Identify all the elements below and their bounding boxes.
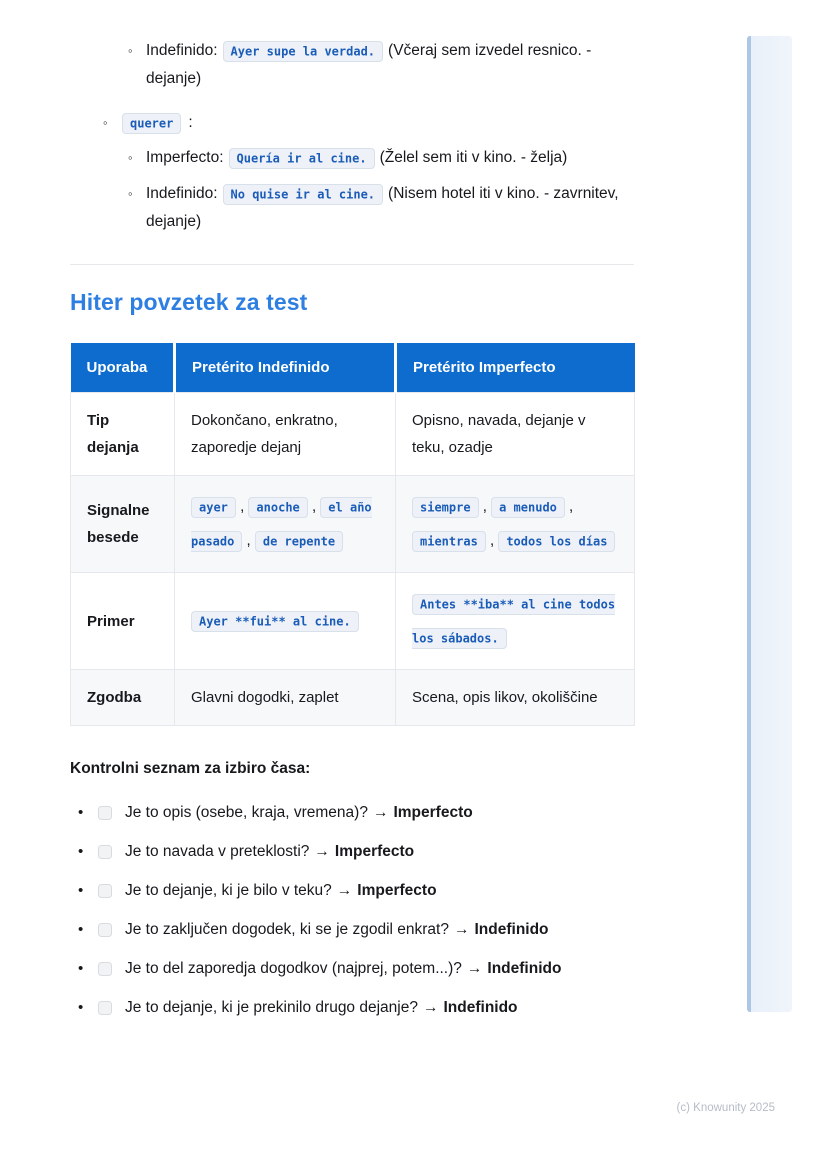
arrow-right-icon: → <box>372 804 389 821</box>
checklist <box>70 803 634 1018</box>
checklist-item <box>70 803 634 823</box>
code-chip: mientras <box>412 531 486 552</box>
checklist-answer: Indefinido <box>487 960 562 977</box>
scrollbar-thumb[interactable] <box>747 36 792 1012</box>
table-header-uporaba: Uporaba <box>71 343 175 393</box>
code-chip: a menudo <box>491 497 565 518</box>
arrow-right-icon: → <box>453 921 470 938</box>
section-divider <box>70 264 634 265</box>
item-note: (Nisem hotel iti v kino. - zavrnitev, dejanje) <box>146 185 619 230</box>
checklist-answer: Imperfecto <box>357 882 437 899</box>
table-row-signalne-besede <box>71 476 635 573</box>
checkbox-unchecked[interactable] <box>98 1001 112 1015</box>
table-cell <box>396 573 635 670</box>
list-item-saber-indefinido <box>70 37 634 92</box>
row-label: Primer <box>71 573 175 670</box>
checklist-item <box>70 998 634 1018</box>
table-cell <box>175 573 396 670</box>
table-cell: Dokončano, enkratno, zaporedje dejanj <box>175 393 396 476</box>
section-title: Hiter povzetek za test <box>70 289 308 315</box>
checkbox-unchecked[interactable] <box>98 962 112 976</box>
checklist-text: Je to opis (osebe, kraja, vremena)? → Imperfecto <box>125 804 473 821</box>
checklist-text: Je to dejanje, ki je bilo v teku? → Imperfecto <box>125 882 437 899</box>
code-chip: de repente <box>255 531 343 552</box>
table-cell: ayer , anoche , el año pasado , de repente <box>175 476 396 573</box>
checklist-text: Je to navada v preteklosti? → Imperfecto <box>125 843 415 860</box>
code-chip: querer <box>122 113 181 134</box>
checklist-text: Je to del zaporedja dogodkov (najprej, potem...)? → Indefinido <box>125 960 562 977</box>
code-chip: No quise ir al cine. <box>223 184 384 205</box>
checklist-item <box>70 920 634 940</box>
code-chip: todos los días <box>498 531 615 552</box>
examples-list <box>70 37 634 235</box>
table-cell: siempre , a menudo , mientras , todos los días <box>396 476 635 573</box>
table-header-row <box>71 343 635 393</box>
checkbox-unchecked[interactable] <box>98 884 112 898</box>
table-header-imperfecto: Pretérito Imperfecto <box>396 343 635 393</box>
copyright-text: (c) Knowunity 2025 <box>676 1102 775 1114</box>
item-note: (Včeraj sem izvedel resnico. - dejanje) <box>146 42 592 87</box>
circle-bullet-icon: ◦ <box>128 186 133 201</box>
document-content <box>70 0 634 1037</box>
code-chip: anoche <box>248 497 307 518</box>
checkbox-unchecked[interactable] <box>98 923 112 937</box>
table-cell: Opisno, navada, dejanje v teku, ozadje <box>396 393 635 476</box>
checklist-item <box>70 959 634 979</box>
checklist-text: Je to zaključen dogodek, ki se je zgodil enkrat? → Indefinido <box>125 921 549 938</box>
table-row-primer <box>71 573 635 670</box>
row-label: Tip dejanja <box>71 393 175 476</box>
checklist-answer: Imperfecto <box>334 843 415 860</box>
arrow-right-icon: → <box>314 843 330 860</box>
list-item-querer-indefinido <box>70 180 634 235</box>
table-header-indefinido: Pretérito Indefinido <box>175 343 396 393</box>
table-row-tip-dejanja <box>71 393 635 476</box>
item-note: (Želel sem iti v kino. - želja) <box>379 149 568 166</box>
circle-bullet-icon: ◦ <box>128 150 133 165</box>
disc-bullet-icon: • <box>78 921 84 938</box>
checklist-answer: Imperfecto <box>393 804 473 821</box>
disc-bullet-icon: • <box>78 999 84 1016</box>
checklist-item <box>70 881 634 901</box>
disc-bullet-icon: • <box>78 882 84 899</box>
checkbox-unchecked[interactable] <box>98 845 112 859</box>
disc-bullet-icon: • <box>78 960 84 977</box>
code-chip: Ayer supe la verdad. <box>223 41 384 62</box>
code-chip: el año pasado <box>191 497 372 552</box>
code-chip: Quería ir al cine. <box>229 148 375 169</box>
list-item-querer <box>70 109 634 137</box>
code-chip: Ayer **fui** al cine. <box>191 611 359 632</box>
circle-bullet-icon: ◦ <box>128 43 133 58</box>
checklist-text: Je to dejanje, ki je prekinilo drugo dejanje? → Indefinido <box>125 999 518 1016</box>
list-item-querer-imperfecto <box>70 144 634 172</box>
circle-bullet-icon: ◦ <box>103 115 108 130</box>
arrow-right-icon: → <box>422 999 439 1016</box>
code-chip: siempre <box>412 497 479 518</box>
table-cell: Glavni dogodki, zaplet <box>175 670 396 726</box>
code-chip: Antes **iba** al cine todos los sábados. <box>412 594 615 649</box>
row-label: Signalne besede <box>71 476 175 573</box>
item-suffix: : <box>188 114 193 131</box>
table-row-zgodba <box>71 670 635 726</box>
item-label: Indefinido: <box>146 42 218 59</box>
checklist-item <box>70 842 634 862</box>
arrow-right-icon: → <box>466 960 483 977</box>
summary-table <box>70 343 635 726</box>
item-label: Imperfecto: <box>146 149 224 166</box>
checklist-title: Kontrolni seznam za izbiro časa: <box>70 760 311 777</box>
checkbox-unchecked[interactable] <box>98 806 112 820</box>
checklist-answer: Indefinido <box>474 921 549 938</box>
code-chip: ayer <box>191 497 236 518</box>
row-label: Zgodba <box>71 670 175 726</box>
disc-bullet-icon: • <box>78 843 84 860</box>
item-label: Indefinido: <box>146 185 218 202</box>
table-cell: Scena, opis likov, okoliščine <box>396 670 635 726</box>
arrow-right-icon: → <box>336 882 353 899</box>
checklist-answer: Indefinido <box>443 999 518 1016</box>
disc-bullet-icon: • <box>78 804 84 821</box>
